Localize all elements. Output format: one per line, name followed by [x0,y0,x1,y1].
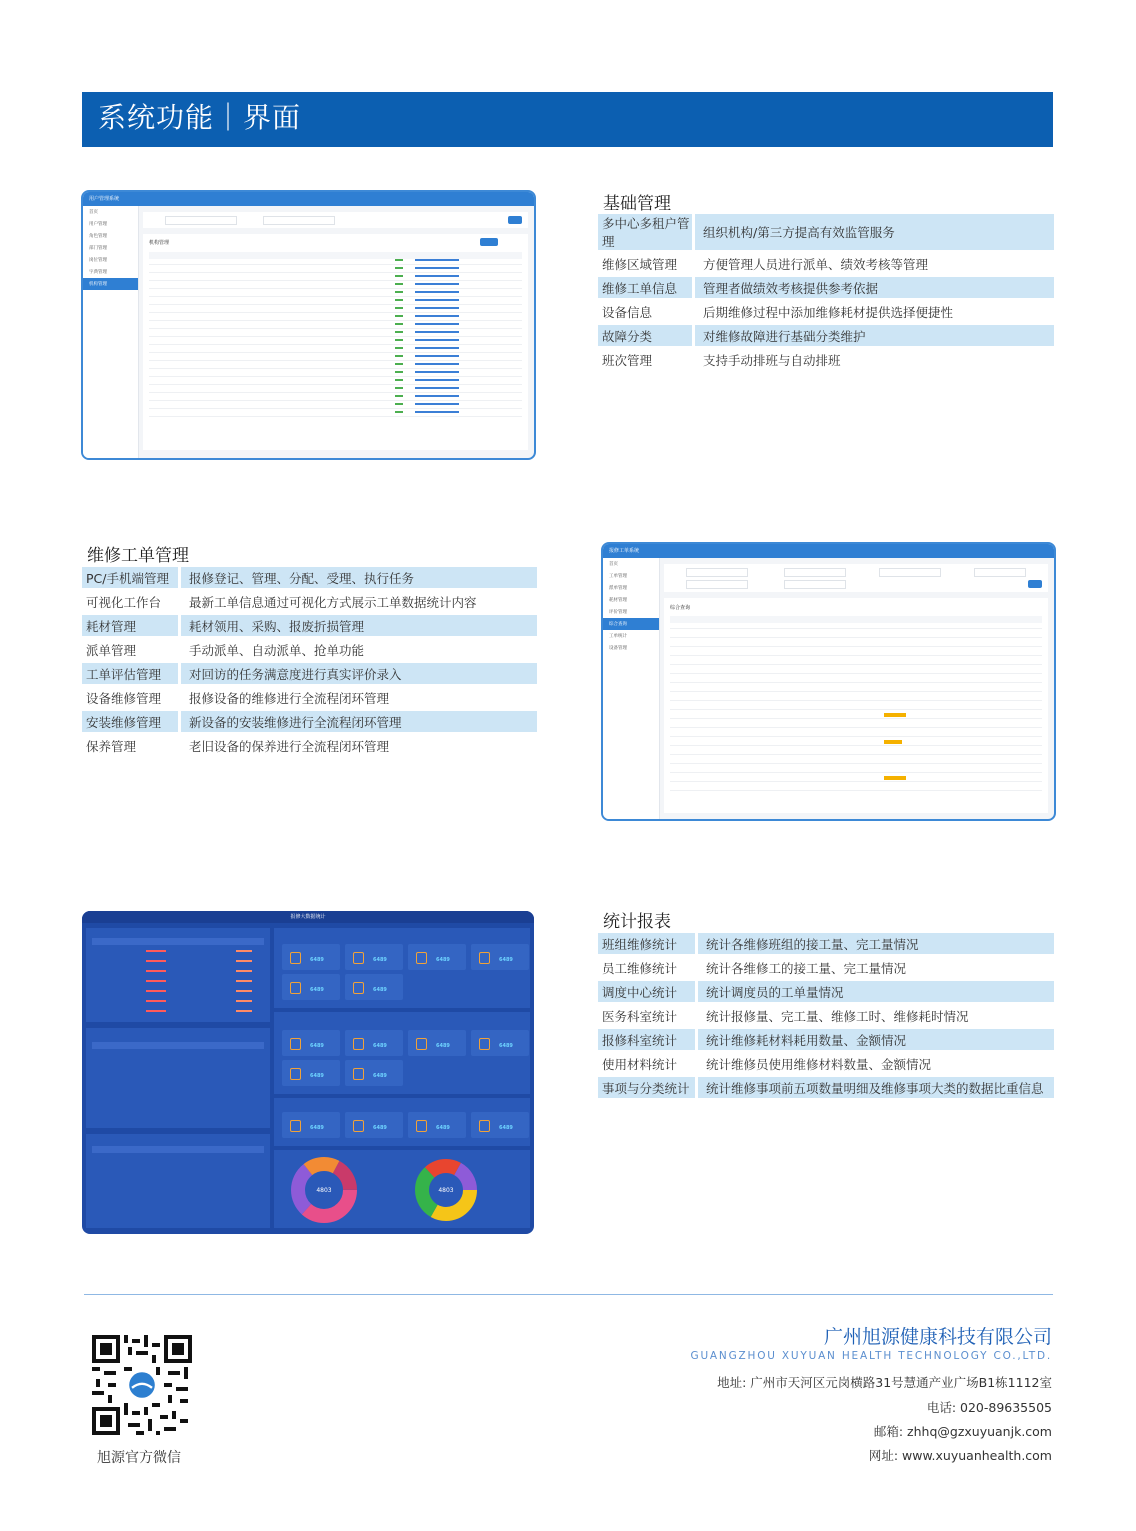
company-name-en: GUANGZHOU XUYUAN HEALTH TECHNOLOGY CO.,LTD. [690,1350,1052,1362]
feature-row [598,253,1054,274]
section-stats-table [598,930,1054,1101]
feature-key: 多中心多租户管理 [598,214,692,250]
feature-row [82,591,537,612]
screenshot-table-title: 综合查询 [670,605,691,611]
section-stats-title: 统计报表 [603,912,671,932]
screenshot-topbar [603,544,1054,558]
feature-key: 安装维修管理 [82,711,178,732]
feature-value: 对维修故障进行基础分类维护 [695,325,1054,346]
sidebar-item: 设备管理 [609,646,627,651]
feature-key: 使用材料统计 [602,1056,678,1072]
feature-value: 老旧设备的保养进行全流程闭环管理 [189,738,390,754]
section-basic-table [598,211,1054,373]
sidebar-item: 工单统计 [609,634,627,639]
feature-row [598,277,1054,298]
feature-row [598,349,1054,370]
feature-value: 手动派单、自动派单、抢单功能 [189,642,365,658]
sidebar-item: 工单管理 [609,574,627,579]
company-address: 地址: 广州市天河区元岗横路31号慧通产业广场B1栋1112室 [717,1375,1052,1390]
feature-row [82,735,537,756]
sidebar-item: 评价管理 [609,610,627,615]
feature-value: 新设备的安装维修进行全流程闭环管理 [181,711,537,732]
feature-key: 设备维修管理 [86,690,162,706]
feature-value: 统计各维修工的接工量、完工量情况 [706,960,907,976]
company-name: 广州旭源健康科技有限公司 [823,1326,1052,1348]
dashboard-card [86,1028,270,1128]
feature-key: 维修区域管理 [602,256,678,272]
screenshot-table-panel [143,234,528,450]
feature-key: 故障分类 [598,325,692,346]
feature-value: 统计报修量、完工量、维修工时、维修耗时情况 [706,1008,969,1024]
feature-row [598,1029,1054,1050]
sidebar-item: 派单管理 [609,586,627,591]
screenshot-table-title: 机构管理 [149,240,170,246]
feature-key: 耗材管理 [82,615,178,636]
dashboard-card: 6489 6489 6489 6489 6489 6489 [274,928,530,1008]
feature-key: 可视化工作台 [86,594,162,610]
section-workorder-title: 维修工单管理 [87,546,189,566]
section-workorder-table [82,564,537,759]
dashboard-pie-card [274,1150,530,1228]
screenshot-app-title: 报修工单系统 [609,548,640,554]
feature-row [598,325,1054,346]
feature-key: 保养管理 [86,738,137,754]
feature-value: 耗材领用、采购、报废折损管理 [181,615,537,636]
screenshot-filter-bar [143,212,528,228]
feature-key: 调度中心统计 [598,981,695,1002]
footer-divider [84,1294,1053,1295]
dashboard-pie-charts [274,1150,530,1228]
sidebar-item: 用户管理 [89,222,107,227]
qr-code-icon [92,1335,192,1435]
feature-row [598,933,1054,954]
sidebar-item: 岗位管理 [89,258,107,263]
screenshot-workorder-system [601,542,1056,821]
feature-row [598,301,1054,322]
feature-row [598,957,1054,978]
dashboard-card [86,1134,270,1228]
feature-value: 方便管理人员进行派单、绩效考核等管理 [703,256,929,272]
feature-key: 事项与分类统计 [598,1077,695,1098]
feature-value: 统计各维修班组的接工量、完工量情况 [698,933,1054,954]
screenshot-tenant-management [81,190,536,460]
feature-value: 统计维修事项前五项数量明细及维修事项大类的数据比重信息 [698,1077,1054,1098]
section-basic-title: 基础管理 [603,194,671,214]
dashboard-card: 6489 6489 6489 6489 6489 6489 [274,1012,530,1094]
screenshot-topbar [83,192,534,206]
feature-value: 统计维修耗材料耗用数量、金额情况 [698,1029,1054,1050]
screenshot-table-panel [664,598,1048,813]
feature-key: PC/手机端管理 [82,567,178,588]
screenshot-dashboard [82,911,534,1234]
company-email: 邮箱: zhhq@gzxuyuanjk.com [873,1424,1052,1439]
dashboard-card: 6489 6489 6489 6489 [274,1098,530,1146]
feature-value: 统计调度员的工单量情况 [698,981,1054,1002]
feature-key: 员工维修统计 [602,960,678,976]
feature-row [82,615,537,636]
feature-key: 工单评估管理 [82,663,178,684]
feature-key: 班次管理 [602,352,653,368]
sidebar-item-selected: 综合查询 [603,618,659,630]
sidebar-item: 角色管理 [89,234,107,239]
dashboard-card [86,928,270,1022]
sidebar-item: 字典管理 [89,270,107,275]
company-website[interactable]: 网址: www.xuyuanhealth.com [868,1448,1052,1463]
page-title: 系统功能｜界面 [98,101,302,134]
sidebar-item-selected: 机构管理 [83,278,138,290]
screenshot-filter-bar [664,564,1048,592]
sidebar-item: 部门管理 [89,246,107,251]
screenshot-sidebar [83,206,139,458]
feature-row [598,1077,1054,1098]
feature-value: 管理者做绩效考核提供参考依据 [695,277,1054,298]
feature-value: 对回访的任务满意度进行真实评价录入 [181,663,537,684]
pie-center-value: 4803 [438,1187,454,1194]
feature-value: 后期维修过程中添加维修耗材提供选择便捷性 [703,304,954,320]
sidebar-item: 耗材管理 [609,598,627,603]
feature-key: 报修科室统计 [598,1029,695,1050]
feature-row [82,711,537,732]
sidebar-item: 首页 [609,562,618,567]
feature-value: 报修登记、管理、分配、受理、执行任务 [181,567,537,588]
feature-value: 组织机构/第三方提高有效监管服务 [695,214,1054,250]
sidebar-item: 首页 [89,210,98,215]
qr-caption: 旭源官方微信 [97,1450,181,1466]
feature-row [82,687,537,708]
feature-row [82,663,537,684]
feature-value: 报修设备的维修进行全流程闭环管理 [189,690,390,706]
feature-row [598,1005,1054,1026]
feature-key: 医务科室统计 [602,1008,678,1024]
screenshot-app-title: 用户管理系统 [89,196,120,202]
pie-center-value: 4803 [316,1187,332,1194]
feature-row [82,639,537,660]
feature-row [598,981,1054,1002]
feature-key: 设备信息 [602,304,653,320]
dashboard-title: 报修大数据统计 [290,914,326,920]
feature-row [598,214,1054,250]
feature-row [82,567,537,588]
feature-value: 最新工单信息通过可视化方式展示工单数据统计内容 [189,594,477,610]
feature-key: 班组维修统计 [598,933,695,954]
feature-value: 支持手动排班与自动排班 [703,352,841,368]
feature-key: 派单管理 [86,642,137,658]
feature-key: 维修工单信息 [598,277,692,298]
company-phone: 电话: 020-89635505 [926,1400,1052,1415]
feature-row [598,1053,1054,1074]
feature-value: 统计维修员使用维修材料数量、金额情况 [706,1056,932,1072]
screenshot-sidebar [603,558,660,819]
